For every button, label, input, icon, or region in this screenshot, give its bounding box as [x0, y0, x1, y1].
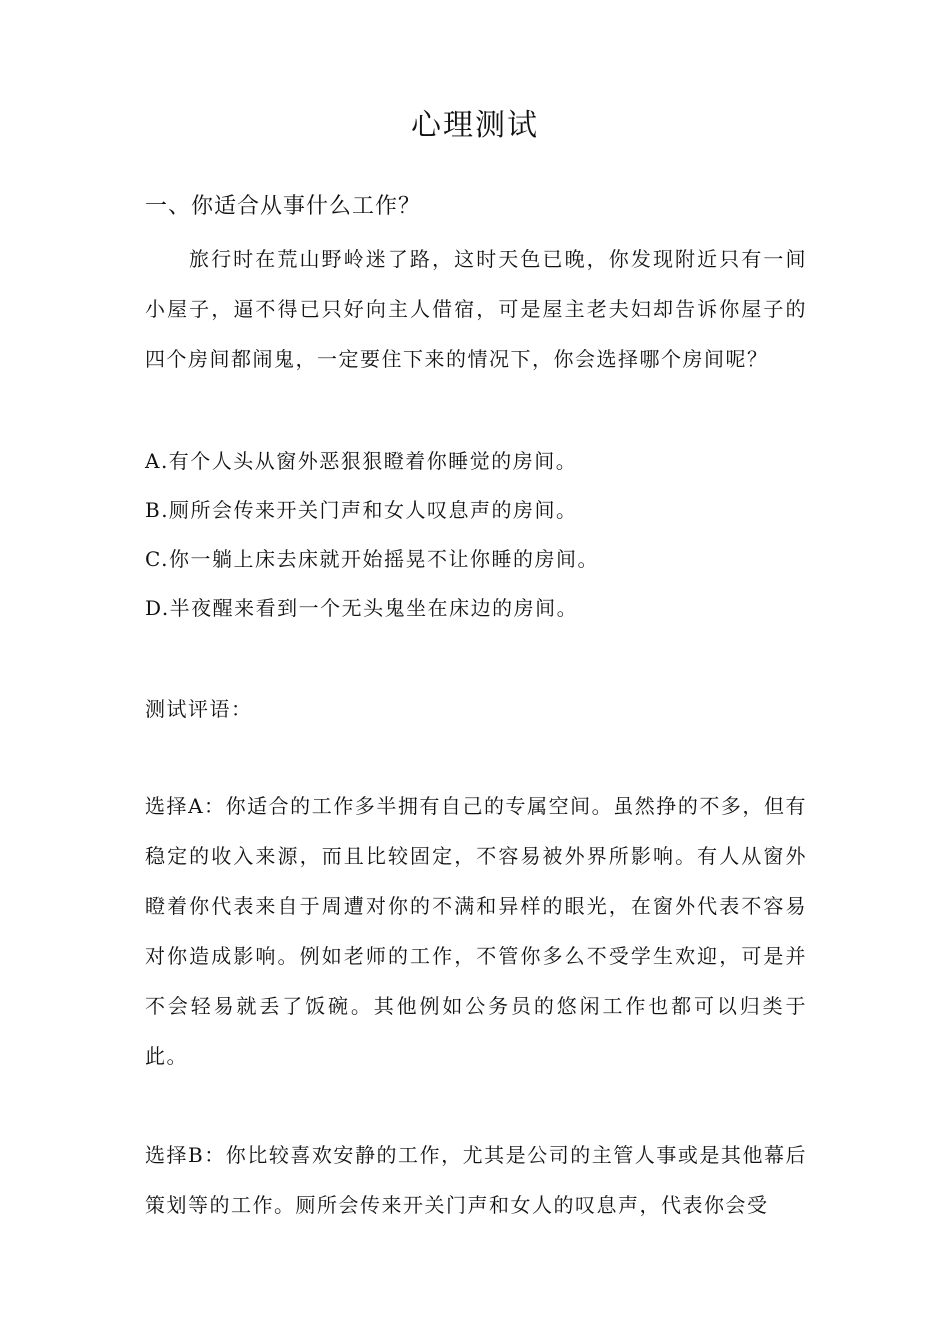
answer-a-paragraph: 选择A：你适合的工作多半拥有自己的专属空间。虽然挣的不多，但有稳定的收入来源，而且比较固定，不容易被外界所影响。有人从窗外瞪着你代表来自于周遭对你的不满和异样的眼光，在窗外代表不容易对你造成影响。例如老师的工作，不管你多么不受学生欢迎，可是并不会轻易就丢了饭碗。其他例如公务员的悠闲工作也都可以归类于此。: [145, 794, 807, 1068]
answer-b-paragraph: 选择B：你比较喜欢安静的工作，尤其是公司的主管人事或是其他幕后策划等的工作。厕所会传来开关门声和女人的叹息声，代表你会受: [145, 1143, 807, 1217]
section-heading: 一、你适合从事什么工作？: [145, 194, 422, 219]
option-b: B.厕所会传来开关门声和女人叹息声的房间。: [145, 498, 578, 522]
option-d: D.半夜醒来看到一个无头鬼坐在床边的房间。: [145, 596, 579, 620]
scenario-paragraph: 旅行时在荒山野岭迷了路，这时天色已晚，你发现附近只有一间小屋子，逼不得已只好向主人借宿，可是屋主老夫妇却告诉你屋子的四个房间都闹鬼，一定要住下来的情况下，你会选择哪个房间呢？: [145, 247, 807, 371]
page-title: 心理测试: [411, 108, 539, 143]
option-c: C.你一躺上床去床就开始摇晃不让你睡的房间。: [145, 547, 599, 571]
comment-label: 测试评语：: [145, 697, 253, 721]
option-a: A.有个人头从窗外恶狠狠瞪着你睡觉的房间。: [145, 449, 578, 473]
